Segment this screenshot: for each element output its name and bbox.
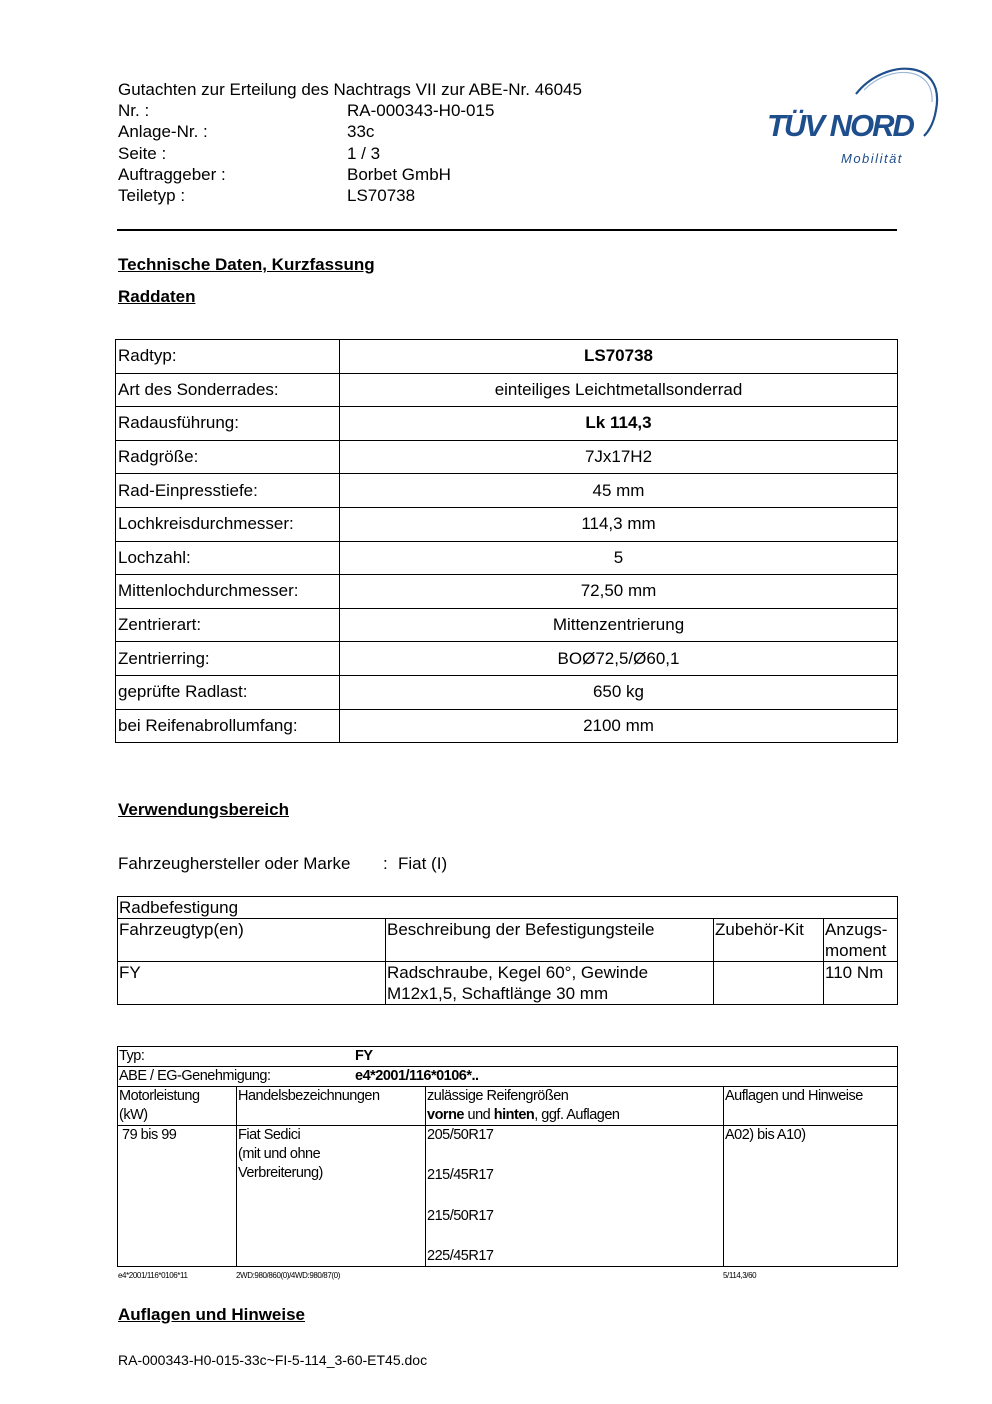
reifen-item: 225/45R17 (427, 1248, 494, 1264)
header-zubehoer-kit: Zubehör-Kit (714, 919, 824, 962)
header-anzugsmoment-line1: Anzugs- (825, 920, 888, 939)
logo-wordmark: TÜV NORD (767, 108, 913, 143)
raddaten-label: Art des Sonderrades: (116, 373, 340, 407)
reifen-item: 215/45R17 (427, 1167, 494, 1183)
typ-label: Typ: (119, 1048, 145, 1064)
cell-beschreibung-line1: Radschraube, Kegel 60°, Gewinde (387, 963, 649, 982)
table-row (116, 507, 898, 541)
raddaten-value: einteiliges Leichtmetallsonderrad (340, 373, 898, 407)
raddaten-value: LS70738 (340, 340, 898, 374)
cell-fahrzeugtyp: FY (118, 962, 386, 1005)
raddaten-value: Lk 114,3 (340, 407, 898, 441)
footnote-right: 5/114,3/60 (723, 1271, 757, 1280)
raddaten-value: 5 (340, 541, 898, 575)
raddaten-label: Zentrierart: (116, 608, 340, 642)
table-row (116, 440, 898, 474)
reifen-item: 215/50R17 (427, 1208, 494, 1224)
logo-subtitle: Mobilität (841, 151, 903, 166)
table-row (118, 897, 898, 919)
raddaten-label: Radausführung: (116, 407, 340, 441)
raddaten-label: Lochkreisdurchmesser: (116, 507, 340, 541)
cell-reifengroessen (426, 1126, 724, 1267)
header-label: Auftraggeber : (118, 164, 226, 184)
abe-label: ABE / EG-Genehmigung: (119, 1068, 271, 1084)
table-row (116, 608, 898, 642)
header-label: Nr. : (118, 101, 150, 120)
header-auflagen: Auflagen und Hinweise (724, 1087, 898, 1126)
typ-table (117, 1046, 898, 1267)
table-row (118, 1047, 898, 1067)
table-row (116, 373, 898, 407)
table-row (116, 675, 898, 709)
header-reifengroessen (426, 1087, 724, 1126)
typ-row (118, 1047, 898, 1067)
raddaten-value: 7Jx17H2 (340, 440, 898, 474)
table-row (118, 1087, 898, 1126)
tuv-nord-logo (764, 60, 944, 170)
raddaten-label: Rad-Einpresstiefe: (116, 474, 340, 508)
hersteller-value: Fiat (I) (398, 854, 448, 873)
cell-motorleistung-value: 79 bis 99 (122, 1127, 177, 1143)
header-divider (117, 229, 897, 231)
raddaten-label: Radgröße: (116, 440, 340, 474)
table-row (118, 1067, 898, 1087)
cell-zubehoer-kit (714, 962, 824, 1005)
raddaten-label: bei Reifenabrollumfang: (116, 709, 340, 743)
table-row (116, 575, 898, 609)
header-value: LS70738 (347, 186, 416, 206)
section-technische-daten: Technische Daten, Kurzfassung (118, 255, 375, 274)
header-value: 1 / 3 (347, 143, 381, 163)
section-raddaten: Raddaten (118, 287, 196, 306)
header-anzugsmoment (824, 919, 898, 962)
raddaten-value: Mittenzentrierung (340, 608, 898, 642)
raddaten-label: Radtyp: (116, 340, 340, 374)
header-label: Anlage-Nr. : (118, 122, 208, 142)
typ-value: FY (355, 1048, 373, 1064)
header-beschreibung: Beschreibung der Befestigungsteile (386, 919, 714, 962)
raddaten-value: 45 mm (340, 474, 898, 508)
cell-motorleistung (118, 1126, 237, 1267)
header-reifen-vorne: vorne (427, 1107, 464, 1123)
cell-auflagen: A02) bis A10) (724, 1126, 898, 1267)
raddaten-value: 2100 mm (340, 709, 898, 743)
abe-row (118, 1067, 898, 1087)
raddaten-table (115, 339, 898, 743)
cell-handel-line1: Fiat Sedici (238, 1127, 301, 1143)
table-row (116, 474, 898, 508)
raddaten-label: Zentrierring: (116, 642, 340, 676)
cell-handelsbezeichnungen (237, 1126, 426, 1267)
raddaten-label: geprüfte Radlast: (116, 675, 340, 709)
header-handelsbezeichnungen: Handelsbezeichnungen (237, 1087, 426, 1126)
document-title: Gutachten zur Erteilung des Nachtrags VII zur ABE-Nr. 46045 (118, 80, 582, 99)
footnote-mid: 2WD:980/860(0)/4WD:980/87(0) (236, 1271, 340, 1280)
header-value: Borbet GmbH (347, 164, 451, 184)
abe-value: e4*2001/116*0106*.. (355, 1068, 479, 1084)
header-value: 33c (347, 122, 375, 142)
header-reifen-tail: , ggf. Auflagen (534, 1107, 620, 1123)
header-anzugsmoment-line2: moment (825, 941, 887, 960)
header-fahrzeugtyp: Fahrzeugtyp(en) (118, 919, 386, 962)
cell-beschreibung-line2: M12x1,5, Schaftlänge 30 mm (387, 984, 609, 1003)
table-row (116, 642, 898, 676)
raddaten-value: 114,3 mm (340, 507, 898, 541)
cell-anzugsmoment: 110 Nm (824, 962, 898, 1005)
header-reifen-hinten: hinten (493, 1107, 535, 1123)
cell-handel-line2: (mit und ohne (238, 1146, 321, 1162)
table-row (116, 340, 898, 374)
radbefestigung-table (117, 896, 898, 1005)
header-motorleistung (118, 1087, 237, 1126)
section-verwendungsbereich: Verwendungsbereich (118, 800, 289, 819)
reifen-item: 205/50R17 (427, 1127, 494, 1143)
raddaten-label: Mittenlochdurchmesser: (116, 575, 340, 609)
hersteller-separator: : (383, 854, 388, 873)
section-auflagen: Auflagen und Hinweise (118, 1305, 306, 1324)
table-row (116, 709, 898, 743)
header-reifen-line1: zulässige Reifengrößen (427, 1088, 569, 1104)
cell-beschreibung (386, 962, 714, 1005)
footnote-left: e4*2001/116*0106*11 (118, 1271, 188, 1280)
header-label: Seite : (118, 143, 167, 163)
header-label: Teiletyp : (118, 186, 186, 206)
header-reifen-line2 (427, 1106, 722, 1125)
raddaten-value: 650 kg (340, 675, 898, 709)
table-row (116, 541, 898, 575)
table-row (116, 407, 898, 441)
table-row (118, 1126, 898, 1267)
hersteller-label: Fahrzeughersteller oder Marke (118, 854, 351, 873)
header-motorleistung-line2: (kW) (119, 1107, 148, 1123)
raddaten-value: BOØ72,5/Ø60,1 (340, 642, 898, 676)
header-motorleistung-line1: Motorleistung (119, 1088, 200, 1104)
footer-filename: RA-000343-H0-015-33c~FI-5-114_3-60-ET45.doc (118, 1352, 428, 1368)
cell-handel-line3: Verbreiterung) (238, 1165, 323, 1181)
table-row (118, 919, 898, 962)
raddaten-value: 72,50 mm (340, 575, 898, 609)
radbefestigung-title: Radbefestigung (118, 897, 898, 919)
table-row (118, 962, 898, 1005)
header-value: RA-000343-H0-015 (347, 101, 495, 120)
header-reifen-und: und (464, 1107, 494, 1123)
raddaten-label: Lochzahl: (116, 541, 340, 575)
